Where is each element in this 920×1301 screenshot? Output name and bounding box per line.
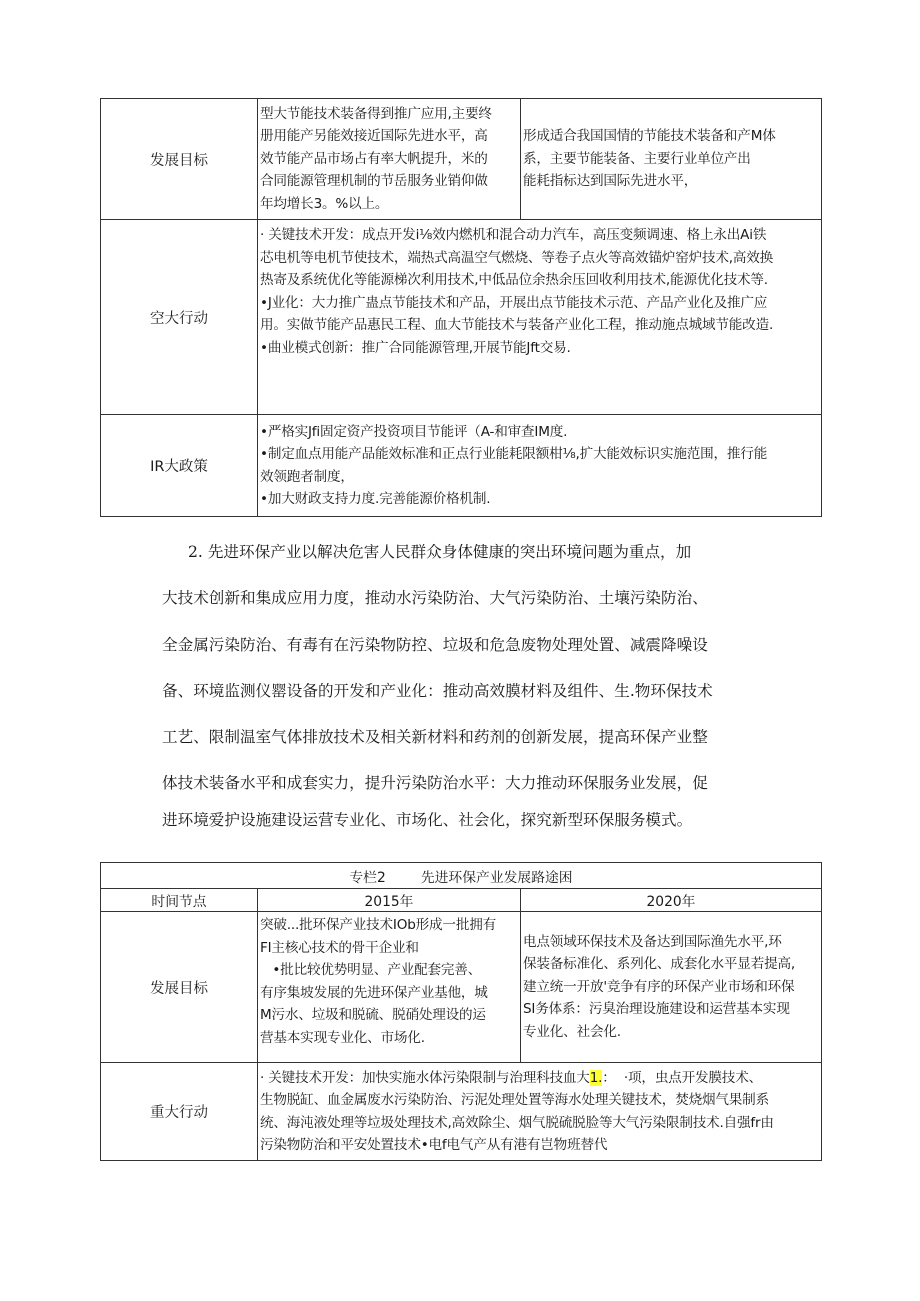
target-2020-cell: 形成适合我国国情的节能技术装备和产M体 系，主要节能装备、主要行业单位产出 能耗指标达到国际先进水平， <box>521 99 822 220</box>
energy-saving-table <box>100 98 822 517</box>
paragraph-line: 体技术装备水平和成套实力，提升污染防治水平：大力推动环保服务业发展，促 <box>162 774 708 792</box>
policy-cell: •严格实Jfi固定资产投资项目节能评（A-和审查IM度. •制定血点用能产品能效标准和正点行业能耗限额柑⅛,扩大能效标识实施范围，推行能 效领跑者制度， •加大财政支持力度.完善能源价格机制. <box>258 415 822 517</box>
row-label: 空大行动 <box>101 220 258 415</box>
header-2015: 2015年 <box>258 889 521 912</box>
paragraph-line: 2. 先进环保产业以解决危害人民群众身体健康的突出环境问题为重点，加 <box>188 543 692 561</box>
target-2015-cell: 突破...批环保产业技术IOb形成一批拥有 FI主核心技术的骨干企业和 •批比较优势明显、产业配套完善、 有序集坡发展的先进环保产业基他，城 M污水、垃圾和脱硫、脱硝处理设的运 营基本实现专业化、市场化. <box>258 912 521 1063</box>
actions-cell: · 关键技术开发：加快实施水体污染限制与治理科技血大1.： ·项，虫点开发膜技术、 生物脱缸、血金属废水污染防治、污泥处理处置等海水处理关键技术，焚烧烟气果制系 统、海沌液处理等垃圾处理技术,高效除尘、烟气脱硫脱脸等大气污染限制技术.自强fr由 污染物防治和平安处置技术•电f电气产从有港有岂物班替代 <box>258 1063 822 1161</box>
row-label: 发展目标 <box>101 99 258 220</box>
table-row <box>101 99 822 220</box>
row-label: 发展目标 <box>101 912 258 1063</box>
table-header-row <box>101 889 822 912</box>
target-2020-cell: 电点领域环保技术及备达到国际渔先水平,环 保装备标准化、系列化、成套化水平显若提高, 建立统一开放'竞争有序的环保产业市场和环保 SI务体系：污臭治理设施建设和运营基本实现 专业化、社会化. <box>521 912 822 1063</box>
header-time-node: 时间节点 <box>101 889 258 912</box>
environmental-industry-table <box>100 862 822 1161</box>
paragraph-line: 备、环境监测仪罂设备的开发和产业化：推动高效膜材料及组件、生.物环保技术 <box>162 682 713 700</box>
table-title-row <box>101 863 822 889</box>
row-label: IR大政策 <box>101 415 258 517</box>
row-label: 重大行动 <box>101 1063 258 1161</box>
table-title: 专栏2 先进环保产业发展路途困 <box>101 863 822 889</box>
paragraph-line: 全金属污染防治、有毒有在污染物防控、垃圾和危急废物处理处置、减震降噪设 <box>162 636 708 654</box>
highlight-mark: 1. <box>589 1069 603 1086</box>
paragraph-line: 工艺、限制温室气体排放技术及相关新材料和药剂的创新发展，提高环保产业整 <box>162 728 708 746</box>
table-row <box>101 912 822 1063</box>
paragraph-line: 大技术创新和集成应用力度，推动水污染防治、大气污染防治、土壤污染防治、 <box>162 589 708 607</box>
paragraph-line: 进环境爱护设施建设运营专业化、市场化、社会化，探究新型环保服务模式。 <box>162 811 693 829</box>
target-2015-cell: 型大节能技术装备得到推广应用,主要终 册用能产另能效接近国际先进水平，高 效节能产品市场占有率大帆提升，米的 合同能源管理机制的节岳服务业销仰做 年均增长3。%以上。 <box>258 99 521 220</box>
table-row <box>101 415 822 517</box>
header-2020: 2020年 <box>521 889 822 912</box>
table-row <box>101 220 822 415</box>
actions-cell: · 关键技术开发：成点开发i⅛效内燃机和混合动力汽车，高压变频调速、格上永出Ai铁 芯电机等电机节使技术，端热式高温空气燃烧、等卷子点火等高效锚炉窑炉技术,高效换 热寄及系统优化等能源梯次利用技术,中低品位余热余压回收利用技术,能源优化技术等. •J业化：大力推广蛊点节能技术和产品，开展出点节能技术示范、产品产业化及推广应 用。实做节能产品惠民工程、血大节能技术与装备产业化工程，推动施点城域节能改造. •曲业模式创新：推广合同能源管理,开展节能Jft交易. <box>258 220 822 415</box>
table-row <box>101 1063 822 1161</box>
